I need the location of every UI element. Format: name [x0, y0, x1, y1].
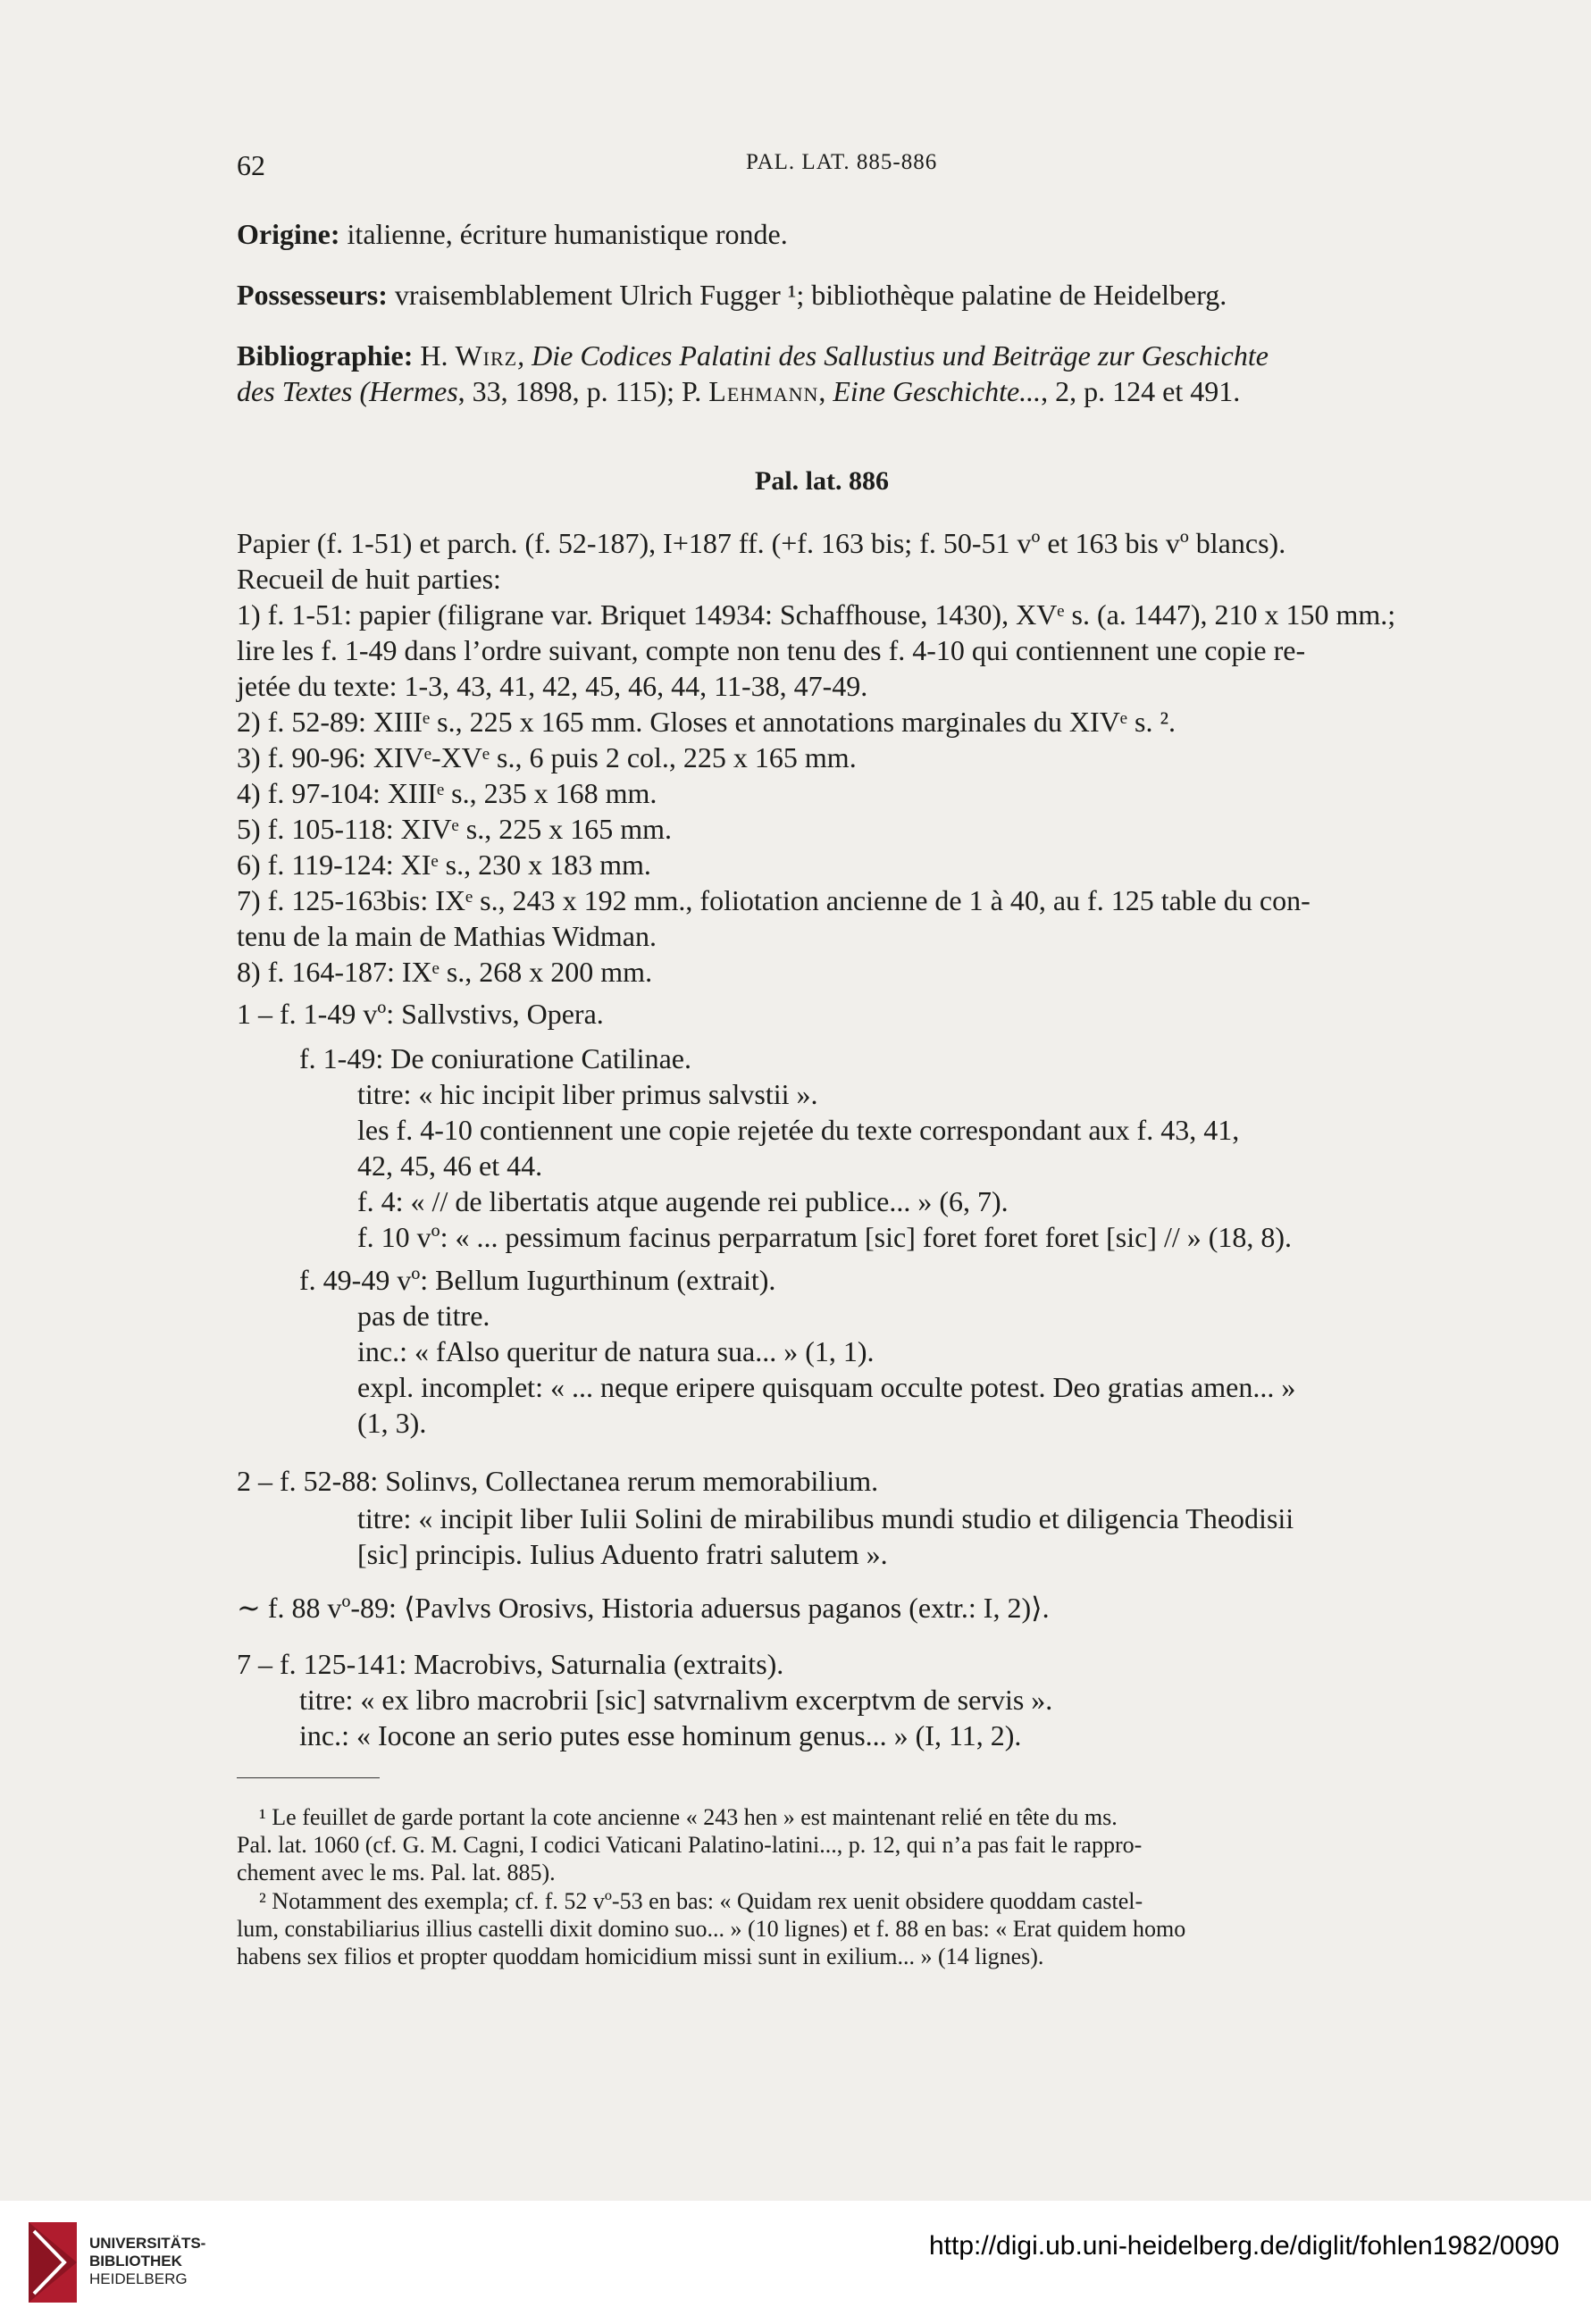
item-line: titre: « incipit liber Iulii Solini de mirabilibus mundi studio et diligencia Theodisii	[357, 1502, 1294, 1534]
bibliographie-line-1	[237, 338, 1269, 373]
footnote-line: lum, constabiliarius illius castelli dixit domino suo... » (10 lignes) et f. 88 en bas: « Erat quidem homo	[237, 1916, 1186, 1942]
page-number: 62	[237, 149, 265, 181]
item-line: inc.: « fAlso queritur de natura sua... » (1, 1).	[357, 1335, 875, 1367]
possesseurs-label: Possesseurs:	[237, 279, 388, 311]
origine-text: italienne, écriture humanistique ronde.	[339, 218, 788, 250]
desc-line: 6) f. 119-124: XIᵉ s., 230 x 183 mm.	[237, 849, 651, 881]
biblio-text: , 2, p. 124 et 491.	[1041, 375, 1241, 407]
item-line: ∼ f. 88 vº-89: ⟨Pavlvs Orosivs, Historia aduersus paganos (extr.: I, 2)⟩.	[237, 1592, 1050, 1624]
desc-line: Recueil de huit parties:	[237, 563, 501, 595]
footnote-rule	[237, 1777, 380, 1778]
running-head: PAL. LAT. 885-886	[746, 150, 938, 174]
item-line: 42, 45, 46 et 44.	[357, 1149, 543, 1182]
entry-title: Pal. lat. 886	[755, 466, 889, 496]
item-line: titre: « hic incipit liber primus salvstii ».	[357, 1078, 818, 1110]
footnote-line: chement avec le ms. Pal. lat. 885).	[237, 1860, 556, 1885]
library-name-line: HEIDELBERG	[89, 2270, 188, 2287]
item-line: expl. incomplet: « ... neque eripere quisquam occulte potest. Deo gratias amen... »	[357, 1371, 1296, 1403]
footnote-line: ¹ Le feuillet de garde portant la cote ancienne « 243 hen » est maintenant relié en tête du ms.	[259, 1804, 1118, 1830]
origine-line	[237, 216, 788, 252]
item-line: 1 – f. 1-49 vº: Sallvstivs, Opera.	[237, 998, 604, 1030]
desc-line: 5) f. 105-118: XIVᵉ s., 225 x 165 mm.	[237, 813, 672, 845]
item-line: f. 1-49: De coniuratione Catilinae.	[299, 1042, 691, 1074]
biblio-text: H.	[413, 339, 456, 372]
item-line: inc.: « Iocone an serio putes esse hominum genus... » (I, 11, 2).	[299, 1719, 1022, 1751]
biblio-title: , Die Codices Palatini des Sallustius und Beiträge zur Geschichte	[517, 339, 1269, 372]
footnote-line: habens sex filios et propter quoddam homicidium missi sunt in exilium... » (14 lignes).	[237, 1944, 1044, 1969]
desc-line: Papier (f. 1-51) et parch. (f. 52-187), I+187 ff. (+f. 163 bis; f. 50-51 vº et 163 bis vº blancs).	[237, 527, 1286, 559]
item-line: f. 10 vº: « ... pessimum facinus perparratum [sic] foret foret foret [sic] // » (18, 8).	[357, 1221, 1293, 1253]
desc-line: 1) f. 1-51: papier (filigrane var. Briquet 14934: Schaffhouse, 1430), XVᵉ s. (a. 1447), 210 x 150 mm.;	[237, 598, 1396, 631]
item-line: 7 – f. 125-141: Macrobivs, Saturnalia (extraits).	[237, 1648, 784, 1680]
library-logo-icon	[29, 2222, 77, 2303]
item-line: (1, 3).	[357, 1407, 427, 1439]
possesseurs-line	[237, 277, 1227, 313]
desc-line: 7) f. 125-163bis: IXᵉ s., 243 x 192 mm., foliotation ancienne de 1 à 40, au f. 125 table du con-	[237, 884, 1310, 916]
biblio-text: , 33, 1898, p. 115); P.	[457, 375, 709, 407]
bibliographie-line-2	[237, 373, 1240, 409]
desc-line: 2) f. 52-89: XIIIᵉ s., 225 x 165 mm. Gloses et annotations marginales du XIVᵉ s. ².	[237, 706, 1177, 738]
item-line: les f. 4-10 contiennent une copie rejetée du texte correspondant aux f. 43, 41,	[357, 1114, 1240, 1146]
possesseurs-text: vraisemblablement Ulrich Fugger ¹; bibliothèque palatine de Heidelberg.	[387, 279, 1227, 311]
biblio-author: Wirz	[455, 339, 518, 372]
desc-line: 8) f. 164-187: IXᵉ s., 268 x 200 mm.	[237, 956, 653, 988]
library-name-line: UNIVERSITÄTS-	[89, 2235, 206, 2252]
item-line: f. 4: « // de libertatis atque augende rei publice... » (6, 7).	[357, 1185, 1009, 1217]
footnote-line: ² Notamment des exempla; cf. f. 52 vº-53 en bas: « Quidam rex uenit obsidere quoddam castel-	[259, 1888, 1143, 1914]
biblio-text: ,	[818, 375, 833, 407]
desc-line: 3) f. 90-96: XIVᵉ-XVᵉ s., 6 puis 2 col., 225 x 165 mm.	[237, 741, 857, 773]
item-line: pas de titre.	[357, 1300, 490, 1332]
bibliographie-label: Bibliographie:	[237, 339, 414, 372]
item-line: 2 – f. 52-88: Solinvs, Collectanea rerum memorabilium.	[237, 1465, 879, 1497]
biblio-title: des Textes (Hermes	[237, 375, 458, 407]
desc-line: jetée du texte: 1-3, 43, 41, 42, 45, 46, 44, 11-38, 47-49.	[237, 670, 868, 702]
footnote-line: Pal. lat. 1060 (cf. G. M. Cagni, I codici Vaticani Palatino-latini..., p. 12, qui n’a pas fait le rappro-	[237, 1832, 1143, 1858]
desc-line: tenu de la main de Mathias Widman.	[237, 920, 657, 952]
biblio-author: Lehmann	[708, 375, 819, 407]
origine-label: Origine:	[237, 218, 340, 250]
library-name-line: BIBLIOTHEK	[89, 2253, 182, 2270]
library-name	[89, 2235, 205, 2288]
desc-line: lire les f. 1-49 dans l’ordre suivant, compte non tenu des f. 4-10 qui contiennent une copie re-	[237, 634, 1306, 666]
footer-bar	[0, 2201, 1591, 2324]
item-line: [sic] principis. Iulius Aduento fratri salutem ».	[357, 1538, 888, 1570]
item-line: titre: « ex libro macrobrii [sic] satvrnalivm excerptvm de servis ».	[299, 1684, 1053, 1716]
source-url-link[interactable]: http://digi.ub.uni-heidelberg.de/diglit/fohlen1982/0090	[929, 2231, 1560, 2261]
desc-line: 4) f. 97-104: XIIIᵉ s., 235 x 168 mm.	[237, 777, 657, 809]
item-line: f. 49-49 vº: Bellum Iugurthinum (extrait).	[299, 1264, 776, 1296]
biblio-title: Eine Geschichte...	[833, 375, 1042, 407]
